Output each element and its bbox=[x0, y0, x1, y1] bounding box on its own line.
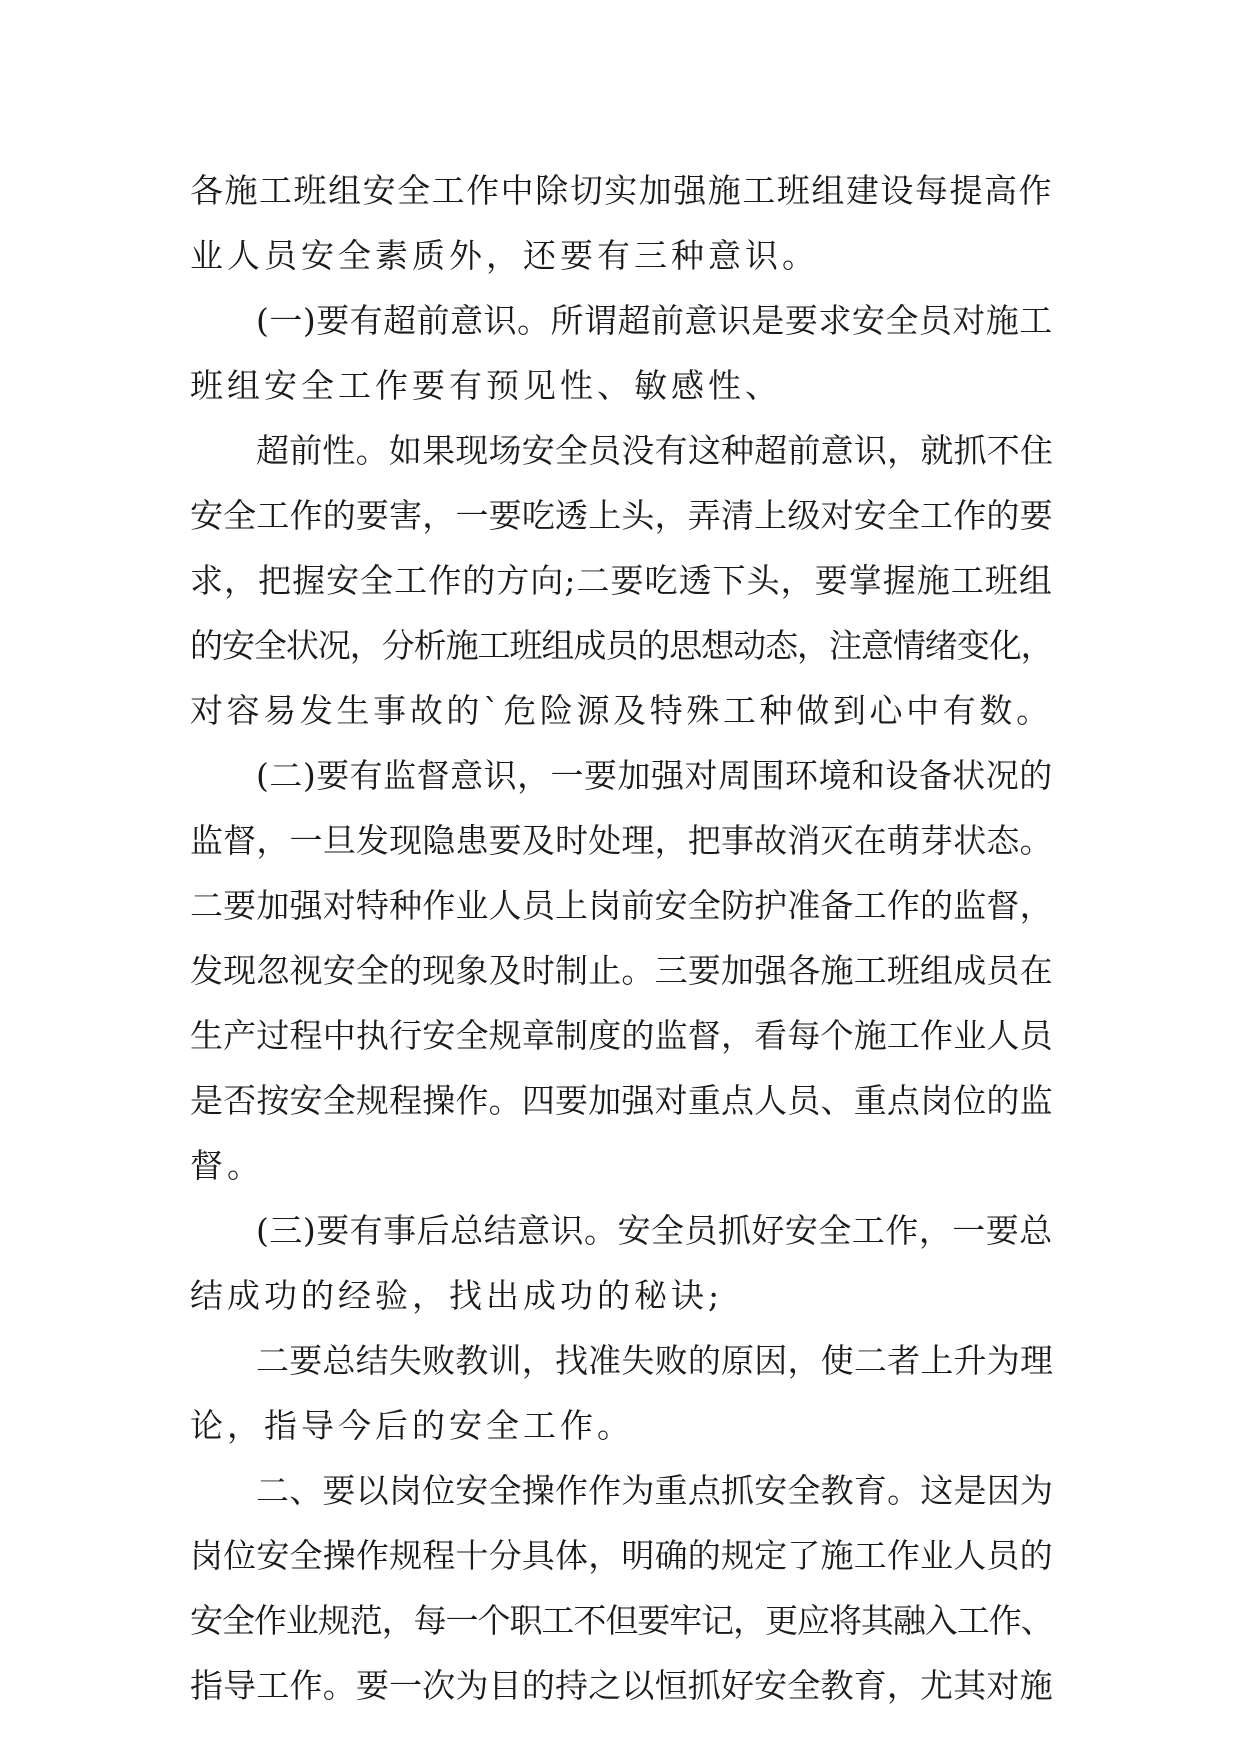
text-line: 班组安全工作要有预见性、敏感性、 bbox=[190, 366, 782, 405]
text-line: 论，指导今后的安全工作。 bbox=[190, 1406, 634, 1445]
text-line: 二要总结失败教训，找准失败的原因，使二者上升为理 bbox=[256, 1341, 1054, 1380]
text-line: 是否按安全规程操作。四要加强对重点人员、重点岗位的监 bbox=[190, 1081, 1053, 1120]
text-line: 二要加强对特种作业人员上岗前安全防护准备工作的监督， bbox=[190, 886, 1053, 925]
text-line: (三)要有事后总结意识。安全员抓好安全工作，一要总 bbox=[256, 1211, 1053, 1250]
text-line: 业人员安全素质外，还要有三种意识。 bbox=[190, 236, 819, 275]
text-line: 安全作业规范，每一个职工不但要牢记，更应将其融入工作、 bbox=[190, 1601, 1053, 1640]
document-body bbox=[190, 158, 1058, 1718]
text-line: (二)要有监督意识，一要加强对周围环境和设备状况的 bbox=[256, 756, 1053, 795]
text-line: 生产过程中执行安全规章制度的监督，看每个施工作业人员 bbox=[190, 1016, 1053, 1055]
text-line: 岗位安全操作规程十分具体，明确的规定了施工作业人员的 bbox=[190, 1536, 1053, 1575]
text-line: 对容易发生事故的`危险源及特殊工种做到心中有数。 bbox=[190, 691, 1053, 730]
text-line: 督。 bbox=[190, 1146, 264, 1185]
text-line: 各施工班组安全工作中除切实加强施工班组建设每提高作 bbox=[190, 171, 1053, 210]
text-line: 二、要以岗位安全操作作为重点抓安全教育。这是因为 bbox=[256, 1471, 1054, 1510]
text-line: 结成功的经验，找出成功的秘诀; bbox=[190, 1276, 724, 1315]
text-line: (一)要有超前意识。所谓超前意识是要求安全员对施工 bbox=[256, 301, 1053, 340]
text-line: 指导工作。要一次为目的持之以恒抓好安全教育，尤其对施 bbox=[190, 1666, 1053, 1705]
text-line: 超前性。如果现场安全员没有这种超前意识，就抓不住 bbox=[256, 431, 1054, 470]
text-line: 的安全状况，分析施工班组成员的思想动态，注意情绪变化， bbox=[190, 626, 1053, 665]
text-line: 监督，一旦发现隐患要及时处理，把事故消灭在萌芽状态。 bbox=[190, 821, 1053, 860]
text-line: 发现忽视安全的现象及时制止。三要加强各施工班组成员在 bbox=[190, 951, 1053, 990]
text-line: 求，把握安全工作的方向;二要吃透下头，要掌握施工班组 bbox=[190, 561, 1053, 600]
text-line: 安全工作的要害，一要吃透上头，弄清上级对安全工作的要 bbox=[190, 496, 1053, 535]
